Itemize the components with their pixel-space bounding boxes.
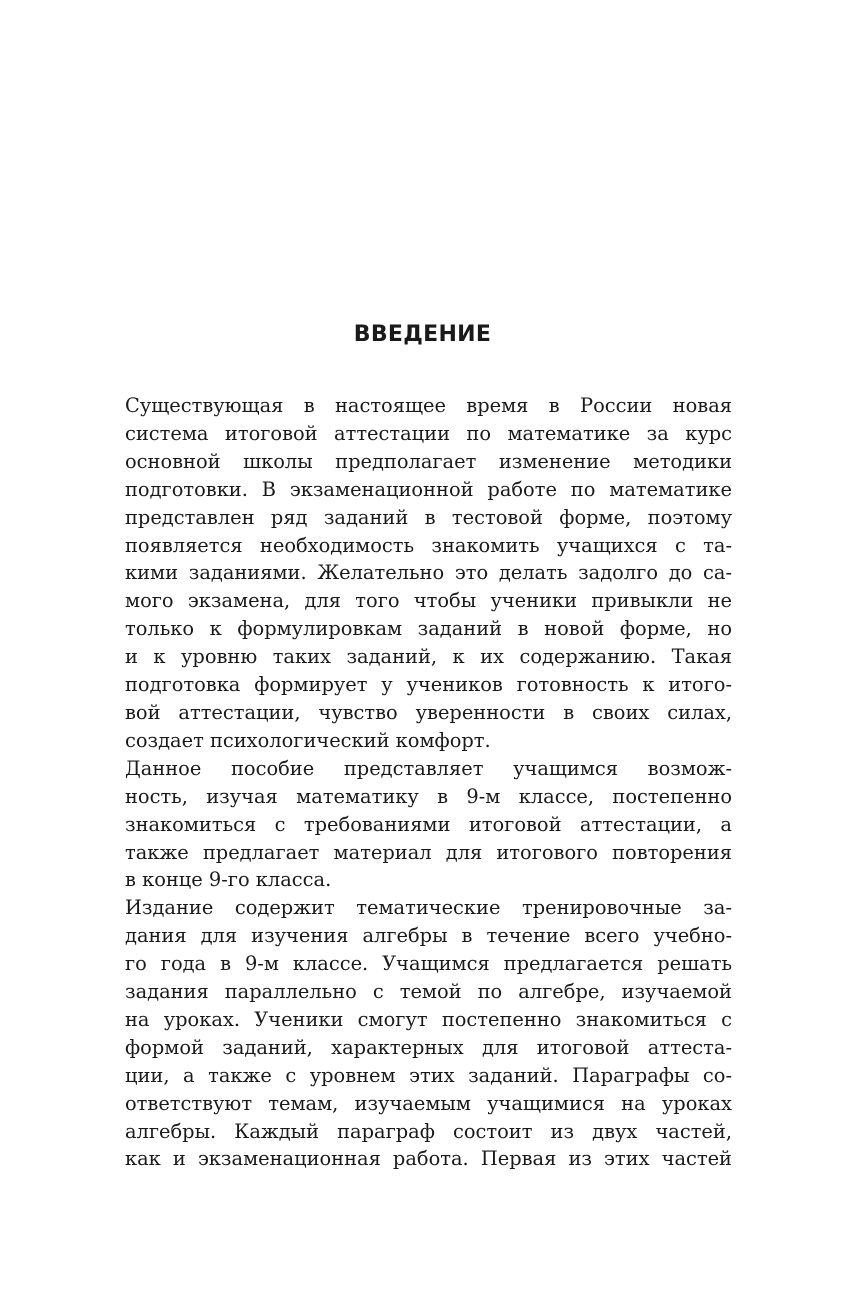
- text-line: ответствуют темам, изучаемым учащимися на уроках: [125, 1091, 732, 1115]
- text-line: также предлагает материал для итогового повторения: [125, 840, 732, 864]
- text-line: на уроках. Ученики смогут постепенно знакомиться с: [125, 1007, 732, 1031]
- text-line: как и экзаменационная работа. Первая из этих частей: [125, 1147, 732, 1171]
- text-line: подготовка формирует у учеников готовность к итого-: [125, 673, 732, 697]
- paragraph: [95, 894, 732, 1173]
- text-line: представлен ряд заданий в тестовой форме, поэтому: [125, 505, 732, 529]
- text-line: вой аттестации, чувство уверенности в своих силах,: [125, 700, 732, 724]
- text-line: задания параллельно с темой по алгебре, изучаемой: [125, 980, 732, 1004]
- text-line: Издание содержит тематические тренировочные за-: [125, 896, 732, 920]
- body-text: [95, 392, 732, 1173]
- text-line: и к уровню таких заданий, к их содержанию. Такая: [125, 645, 732, 669]
- text-line: ность, изучая математику в 9-м классе, постепенно: [125, 784, 732, 808]
- text-line: го года в 9-м классе. Учащимся предлагается решать: [125, 952, 732, 976]
- text-line: кими заданиями. Желательно это делать задолго до са-: [125, 561, 732, 585]
- text-line: только к формулировкам заданий в новой форме, но: [125, 617, 732, 641]
- text-line: знакомиться с требованиями итоговой аттестации, а: [125, 812, 732, 836]
- text-line: Существующая в настоящее время в России новая: [125, 394, 732, 417]
- text-line: Данное пособие представляет учащимся возмож-: [125, 756, 732, 780]
- text-line: создает психологический комфорт.: [125, 728, 491, 752]
- paragraph: [95, 392, 732, 755]
- text-line: алгебры. Каждый параграф состоит из двух частей,: [125, 1119, 732, 1143]
- text-line: в конце 9-го класса.: [125, 868, 332, 892]
- text-line: появляется необходимость знакомить учащихся с та-: [125, 533, 732, 557]
- paragraph: [95, 755, 732, 895]
- text-line: подготовки. В экзаменационной работе по математике: [125, 477, 732, 501]
- text-line: система итоговой аттестации по математике за курс: [125, 421, 732, 445]
- text-line: ции, а также с уровнем этих заданий. Параграфы со-: [125, 1063, 732, 1087]
- text-line: основной школы предполагает изменение методики: [125, 449, 732, 473]
- chapter-title: ВВЕДЕНИЕ: [353, 322, 492, 347]
- text-line: дания для изучения алгебры в течение всего учебно-: [125, 924, 732, 948]
- text-line: мого экзамена, для того чтобы ученики привыкли не: [125, 589, 732, 613]
- text-line: формой заданий, характерных для итоговой аттеста-: [125, 1035, 732, 1059]
